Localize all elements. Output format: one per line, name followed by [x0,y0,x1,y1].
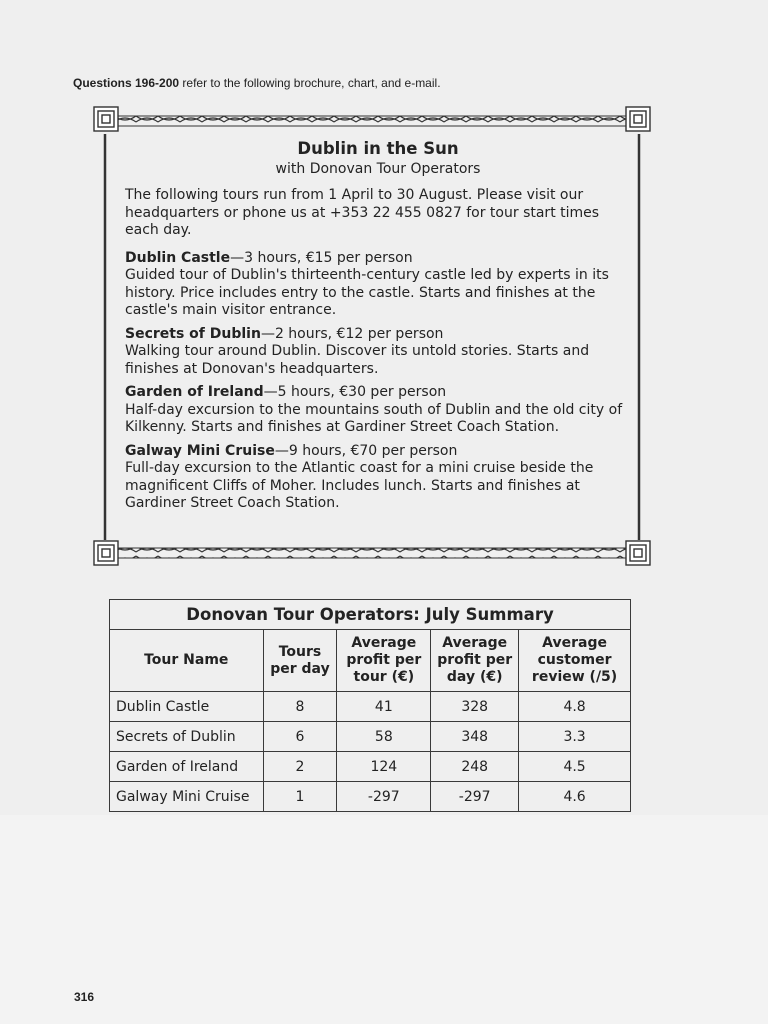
column-header-profit-per-day: Average profit per day (€) [431,630,519,692]
cell-tours-per-day: 2 [263,752,337,782]
cell-tours-per-day: 6 [263,722,337,752]
cell-customer-review: 4.6 [519,782,631,812]
cell-customer-review: 4.5 [519,752,631,782]
cell-profit-per-tour: -297 [337,782,431,812]
tour-description: Half-day excursion to the mountains south of Dublin and the old city of Kilkenny. Starts and finishes at Gardiner Street Coach Station. [125,401,623,435]
cell-tours-per-day: 8 [263,692,337,722]
brochure-body [125,138,631,519]
cell-tour-name: Dublin Castle [110,692,264,722]
brochure [92,104,652,570]
tour-entry [125,384,631,437]
top-braid-border [114,116,630,126]
tour-details: —2 hours, €12 per person [260,325,444,342]
tour-entry [125,250,631,320]
tour-entry [125,326,631,379]
cell-profit-per-tour: 124 [337,752,431,782]
tour-details: —3 hours, €15 per person [230,249,413,266]
page-number: 316 [74,990,95,1004]
cell-customer-review: 4.8 [519,692,631,722]
column-header-tour-name: Tour Name [110,630,264,692]
table-row [110,692,631,722]
tour-name: Garden of Ireland [125,384,264,400]
tour-name: Secrets of Dublin [125,325,261,342]
column-header-customer-review: Average customer review (/5) [519,630,631,692]
cell-tour-name: Garden of Ireland [110,752,264,782]
cell-profit-per-tour: 58 [337,722,431,752]
column-header-profit-per-tour: Average profit per tour (€) [337,630,431,692]
cell-profit-per-day: -297 [431,782,519,812]
brochure-subtitle: with Donovan Tour Operators [275,161,481,177]
cell-tour-name: Secrets of Dublin [110,722,264,752]
tour-details: —9 hours, €70 per person [274,442,458,459]
tour-details: —5 hours, €30 per person [263,384,447,400]
tour-entry [125,443,631,513]
cell-tours-per-day: 1 [263,782,337,812]
summary-table [109,599,631,812]
table-row [110,722,631,752]
tour-description: Walking tour around Dublin. Discover its untold stories. Starts and finishes at Donovan's headquarters. [125,343,590,377]
tour-description: Guided tour of Dublin's thirteenth-century castle led by experts in its history. Price includes entry to the castle. Starts and finishes at the castle's main visitor entrance. [125,267,609,318]
cell-profit-per-tour: 41 [337,692,431,722]
questions-heading [73,76,441,90]
corner-ornament-tl [94,107,118,131]
tour-name: Galway Mini Cruise [125,442,275,459]
tour-description: Full-day excursion to the Atlantic coast for a mini cruise beside the magnificent Cliffs of Moher. Includes lunch. Starts and finishes at Gardiner Street Coach Station. [125,460,594,511]
corner-ornament-bl [94,541,118,565]
cell-profit-per-day: 248 [431,752,519,782]
cell-profit-per-day: 328 [431,692,519,722]
brochure-intro: The following tours run from 1 April to 30 August. Please visit our headquarters or phone us at +353 22 455 0827 for tour start times each day. [125,187,600,238]
column-header-tours-per-day: Tours per day [263,630,337,692]
corner-ornament-br [626,541,650,565]
page-lower-shade [0,815,768,1024]
cell-profit-per-day: 348 [431,722,519,752]
table-row [110,752,631,782]
questions-text: refer to the following brochure, chart, and e-mail. [179,76,441,90]
table-row [110,782,631,812]
corner-ornament-tr [626,107,650,131]
tour-name: Dublin Castle [125,249,231,266]
cell-customer-review: 3.3 [519,722,631,752]
bottom-braid-border [114,548,630,558]
cell-tour-name: Galway Mini Cruise [110,782,264,812]
summary-table-title: Donovan Tour Operators: July Summary [110,600,631,630]
questions-label: Questions 196-200 [73,76,180,90]
brochure-title: Dublin in the Sun [297,139,459,158]
